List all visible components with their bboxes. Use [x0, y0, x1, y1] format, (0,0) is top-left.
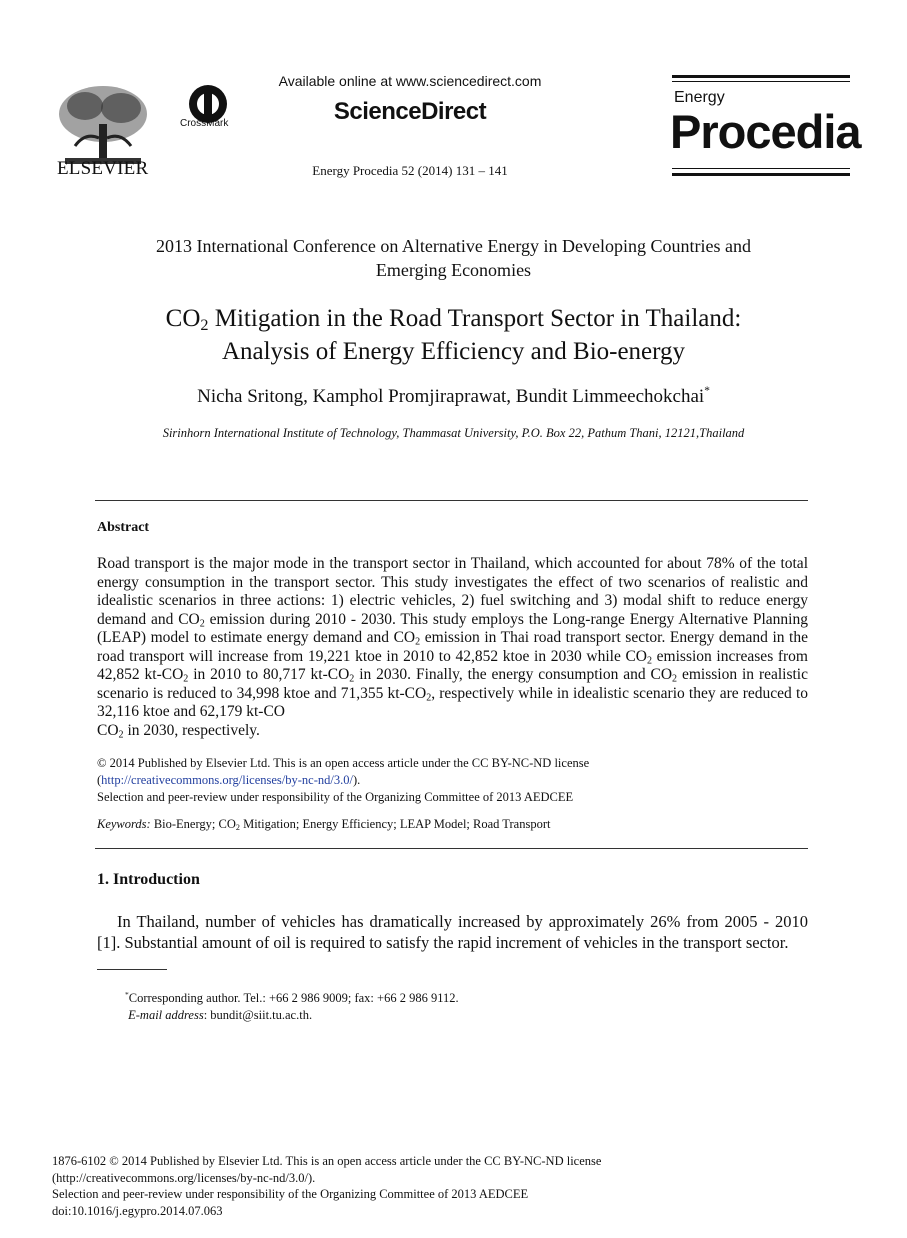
conference-line: 2013 International Conference on Alternative Energy in Developing Countries and: [155, 236, 751, 256]
section-heading-introduction: 1. Introduction: [97, 871, 200, 888]
license-link[interactable]: http://creativecommons.org/licenses/by-nc-nd/3.0/: [101, 773, 353, 787]
conference-name: [60, 234, 847, 282]
email-label: E-mail address: [128, 1008, 204, 1022]
brand-rule: [672, 168, 850, 169]
sciencedirect-logo: ScienceDirect: [333, 98, 487, 125]
license-statement: © 2014 Published by Elsevier Ltd. This is an open access article under the CC BY-NC-ND license (http://creativecommons.org/licenses/by-nc-nd/3.0/). Selection and peer-review under responsibility of the Organizing Committee of 2013 AEDCEE: [97, 756, 590, 804]
abstract-body: Road transport is the major mode in the transport sector in Thailand, which accounted for about 78% of the total energy consumption in the transport sector. This study investigates the effect of two scenarios of realistic and idealistic scenarios in three actions: 1) electric vehicles, 2) fuel switching and 3) modal shift to reduce energy demand and $CO_2$ emission during 2010 - 2030. This study employs the Long-range Energy Alternative Planning (LEAP) model to estimate energy demand and $CO_2$ emission in Thai road transport sector. Energy demand in the road transport will increase from 19,221 ktoe in 2010 to 42,852 ktoe in 2030 while $CO_2$ emission increases from 42,852 $kt-CO_2$ in 2010 to 80,717 $kt-CO_2$ in 2030. Finally, the energy consumption and $CO_2$ emission in realistic scenario is reduced to 34,998 ktoe and 71,355 $kt-CO_2$, respectively while in idealistic scenario they are reduced to 32,116 ktoe and 62,179 kt-CO $CO_2$ in 2030, respectively.: [97, 555, 808, 741]
email-address[interactable]: : bundit@siit.tu.ac.th.: [203, 1008, 313, 1022]
brand-rule: [672, 81, 850, 82]
available-online-text: Available online at www.sciencedirect.com: [278, 73, 542, 89]
page-footer: 1876-6102 © 2014 Published by Elsevier Ltd. This is an open access article under the CC BY-NC-ND license (http://creativecommons.org/licenses/by-nc-nd/3.0/). Selection and peer-review under responsibility of the Organizing Committee of 2013 AEDCEE doi:10.1016/j.egypro.2014.07.063: [52, 1154, 602, 1218]
journal-brand-procedia: Procedia: [670, 105, 861, 158]
brand-rule: [672, 173, 850, 176]
journal-reference: Energy Procedia 52 (2014) 131 – 141: [312, 163, 508, 178]
keywords-label: Keywords:: [97, 817, 151, 831]
abstract-heading: Abstract: [97, 520, 150, 535]
affiliation: Sirinhorn International Institute of Technology, Thammasat University, P.O. Box 22, Pathum Thani, 12121,Thailand: [162, 426, 745, 440]
section-divider: [95, 500, 808, 501]
section-divider: [95, 848, 808, 849]
keywords: Keywords: Bio-Energy; $CO_2$ Mitigation; Energy Efficiency; LEAP Model; Road Transport: [97, 817, 551, 833]
doi[interactable]: doi:10.1016/j.egypro.2014.07.063: [52, 1203, 223, 1218]
brand-rule: [672, 75, 850, 78]
paper-title: $CO_2$ Mitigation in the Road Transport Sector in Thailand: Analysis of Energy Efficiency and Bio-energy: [165, 305, 742, 365]
author-list: Nicha Sritong, Kamphol Promjiraprawat, Bundit Limmeechokchai*: [197, 385, 710, 407]
footer-license-link[interactable]: http://creativecommons.org/licenses/by-nc-nd/3.0/: [56, 1170, 308, 1185]
elsevier-wordmark: ELSEVIER: [57, 158, 149, 179]
corresponding-author-mark: *: [704, 385, 710, 398]
footnote-rule: [97, 969, 167, 970]
journal-brand-energy: Energy: [674, 89, 725, 106]
crossmark-label: CrossMark: [180, 118, 229, 129]
corresponding-author-footnote: *Corresponding author. Tel.: +66 2 986 9009; fax: +66 2 986 9112. E-mail address: bundit@siit.tu.ac.th.: [125, 989, 459, 1022]
introduction-paragraph: In Thailand, number of vehicles has dramatically increased by approximately 26% from 2005 - 2010 [1]. Substantial amount of oil is required to satisfy the rapid increment of vehicles in the transport sector.: [97, 912, 808, 952]
conference-line: Emerging Economies: [375, 260, 532, 280]
